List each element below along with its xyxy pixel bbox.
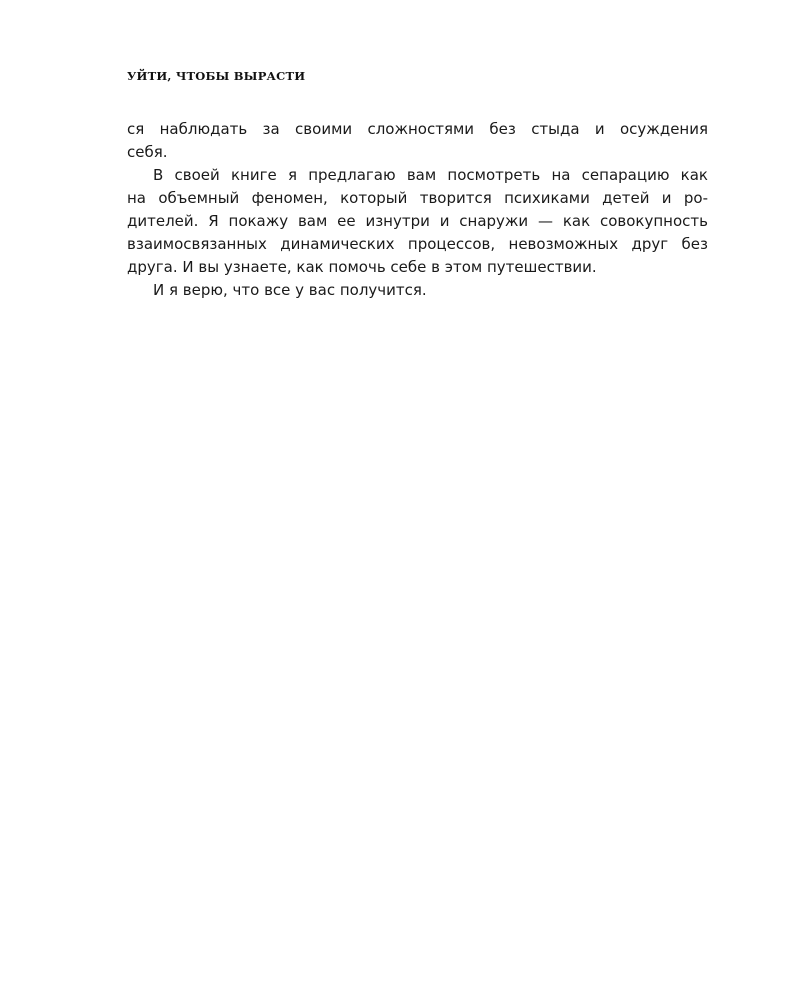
text-line: ся наблюдать за своими сложностями без стыда и осуждения [127, 120, 708, 138]
text-line: на объемный феномен, который творится психиками детей и ро- [127, 189, 708, 207]
text-line: себя. [127, 143, 168, 161]
body-text [127, 118, 708, 302]
text-line: друга. И вы узнаете, как помочь себе в этом путешествии. [127, 258, 597, 276]
text-line: дителей. Я покажу вам ее изнутри и снаружи — как совокупность [127, 212, 708, 230]
paragraph-start-line: И я верю, что все у вас получится. [153, 281, 427, 299]
running-header: УЙТИ, ЧТОБЫ ВЫРАСТИ [127, 69, 306, 83]
paragraph-start-line: В своей книге я предлагаю вам посмотреть на сепарацию как [153, 166, 708, 184]
text-line: взаимосвязанных динамических процессов, невозможных друг без [127, 235, 708, 253]
